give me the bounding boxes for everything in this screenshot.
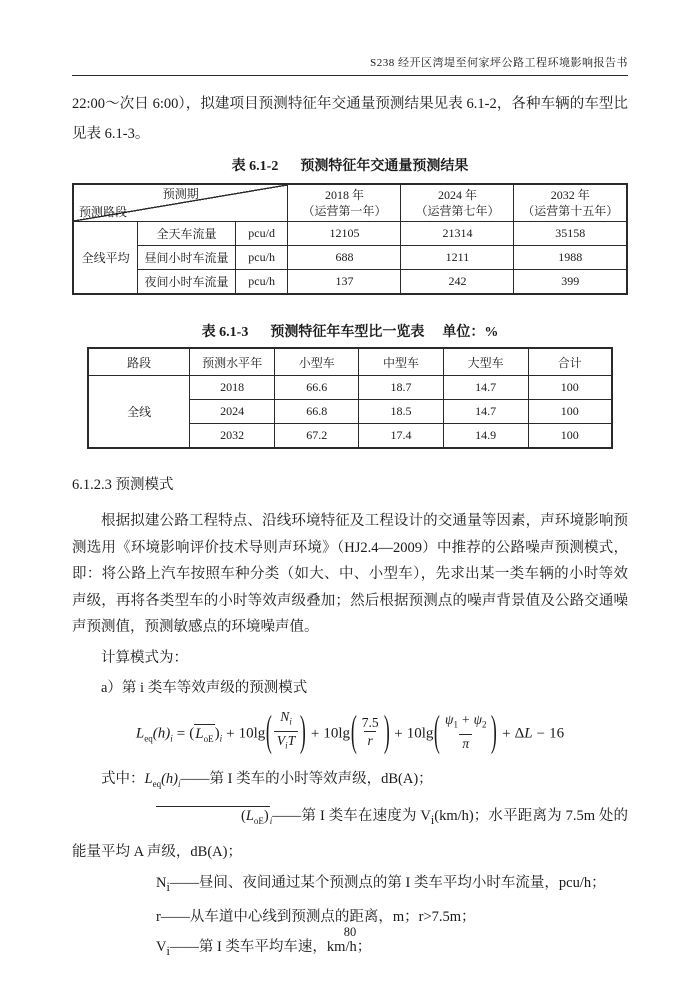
table2-name: 预测特征年车型比一览表: [270, 325, 425, 340]
value-cell: 17.4: [359, 424, 443, 449]
var-N: N: [280, 709, 290, 725]
year-header-2018: [288, 184, 401, 222]
sub-oe: oE: [253, 816, 264, 827]
traffic-forecast-table: [72, 183, 628, 295]
value-cell: 18.5: [359, 400, 443, 424]
value-cell: 137: [288, 270, 401, 295]
sub-i: i: [289, 717, 292, 727]
value-cell: 14.9: [443, 424, 528, 449]
sym-ni: [156, 875, 170, 895]
sub-i: i: [285, 740, 288, 751]
header-title: S238 经开区湾堤至何家坪公路工程环境影响报告书: [370, 57, 628, 69]
value-cell: 67.2: [275, 424, 359, 449]
close-paren: ): [214, 725, 220, 742]
definition-text: (km/h)；水平距离为 7.5m 处的能量平均 A 声级，dB(A)；: [72, 808, 628, 861]
calc-mode-line: 计算模式为：: [101, 649, 188, 666]
value-cell: 100: [528, 376, 612, 400]
diagonal-header-cell: [73, 184, 288, 222]
sub-eq: eq: [152, 778, 162, 789]
indicator-cell: 全天车流量: [138, 222, 236, 246]
col-header: 小型车: [275, 348, 359, 376]
loe-overbar: [156, 806, 270, 826]
value-cell: 14.7: [443, 376, 528, 400]
diagonal-top-label: 预测期: [162, 187, 199, 201]
big-close-paren: ): [383, 706, 390, 755]
table-row: [73, 222, 627, 246]
page-header: [72, 54, 628, 76]
sym-vi: [156, 939, 170, 959]
value-cell: 12105: [288, 222, 401, 246]
var-V: V: [276, 733, 286, 748]
value-cell: 21314: [401, 222, 514, 246]
table1-title: [72, 155, 628, 175]
leq-formula: [72, 706, 628, 761]
open-paren: (: [189, 725, 195, 742]
fraction-psi-pi: [442, 711, 489, 752]
fraction-denominator: π: [459, 734, 472, 752]
var-psi1: ψ: [445, 712, 454, 728]
year-cell: 2024: [190, 400, 275, 424]
year-header-2024: [401, 184, 514, 222]
var-Loe: L: [245, 808, 254, 825]
year-line1: 2032 年: [550, 188, 590, 202]
sub-i: i: [178, 778, 181, 789]
big-open-paren: (: [266, 706, 273, 755]
big-open-paren: (: [434, 706, 441, 755]
plus-sign: +: [502, 725, 511, 742]
unit-cell: pcu/h: [235, 270, 288, 295]
fraction-ni-vit: [274, 708, 298, 754]
plus-sign: +: [394, 725, 403, 742]
section-heading: 6.1.2.3 预测模式: [72, 477, 174, 493]
minus-sign: −: [536, 725, 546, 742]
plus-sign: +: [310, 725, 320, 742]
definition-ni: [72, 868, 628, 902]
constant-16: 16: [549, 725, 565, 742]
value-cell: 14.7: [443, 400, 528, 424]
definition-leq: [72, 763, 628, 800]
fraction-75-r: [359, 714, 382, 749]
value-cell: 66.6: [275, 376, 359, 400]
col-header: 中型车: [359, 348, 443, 376]
col-header: 路段: [88, 348, 190, 376]
fraction-denominator: [274, 731, 298, 755]
year-line2: （运营第七年）: [415, 204, 500, 218]
table-row: [73, 270, 627, 295]
fraction-numerator: [442, 711, 489, 734]
big-close-paren: ): [491, 706, 498, 755]
definition-loe: [72, 801, 628, 868]
sub-i: i: [166, 944, 170, 959]
var-psi2: ψ: [473, 712, 482, 728]
var-T: T: [287, 733, 296, 748]
year-line1: 2024 年: [437, 188, 477, 202]
sub-i: i: [430, 813, 435, 828]
sub-i: i: [269, 816, 273, 827]
value-cell: 66.8: [275, 400, 359, 424]
fraction-denominator: r: [364, 731, 375, 749]
table1-name: 预测特征年交通量预测结果: [300, 159, 469, 174]
definition-text: ——从车道中心线到预测点的距离，m；r>7.5m；: [160, 909, 476, 926]
sub-oe: oE: [203, 733, 214, 744]
indicator-cell: 昼间小时车流量: [138, 246, 236, 270]
item-a-line: a）第 i 类车等效声级的预测模式: [101, 679, 308, 696]
value-cell: 100: [528, 400, 612, 424]
unit-cell: pcu/h: [235, 246, 288, 270]
fraction-numerator: [277, 708, 295, 731]
big-open-paren: (: [350, 706, 357, 755]
plus-sign: +: [226, 725, 235, 742]
year-cell: 2032: [190, 424, 275, 449]
sym-r: r: [156, 909, 161, 926]
year-line2: （运营第一年）: [302, 204, 387, 218]
year-line1: 2018 年: [324, 188, 364, 202]
where-prefix: 式中：: [101, 770, 145, 787]
page-number: 80: [343, 925, 357, 939]
sub-eq: eq: [144, 733, 153, 744]
equals-sign: =: [176, 725, 186, 742]
table-row: [73, 246, 627, 270]
var-L: L: [135, 725, 145, 742]
value-cell: 399: [514, 270, 627, 295]
col-header: 大型车: [443, 348, 528, 376]
definition-text: ——昼间、夜间通过某个预测点的第 I 类车平均小时车流量，pcu/h；: [169, 875, 606, 892]
var-L: L: [524, 725, 533, 742]
definition-text: ——第 I 类车平均车速，km/h；: [169, 939, 372, 956]
var-V: V: [156, 939, 167, 956]
table1-header-row: [73, 184, 627, 222]
ten-lg: 10lg: [238, 725, 266, 742]
value-cell: 1211: [401, 246, 514, 270]
table1-label: 表 6.1-2: [231, 159, 279, 174]
table2-unit-note: 单位：%: [442, 325, 499, 340]
sub-i: i: [170, 733, 173, 744]
row-group-cell: 全线: [88, 376, 190, 449]
value-cell: 242: [401, 270, 514, 295]
var-Loe: L: [195, 725, 204, 742]
sub-1: 1: [453, 719, 458, 730]
value-cell: 18.7: [359, 376, 443, 400]
delta-symbol: Δ: [514, 725, 525, 742]
value-cell: 1988: [514, 246, 627, 270]
sub-2: 2: [481, 719, 487, 730]
value-cell: 688: [288, 246, 401, 270]
fraction-numerator: 7.5: [361, 715, 379, 730]
year-cell: 2018: [190, 376, 275, 400]
year-line2: （运营第十五年）: [522, 204, 619, 218]
table2-label: 表 6.1-3: [201, 325, 249, 340]
ten-lg: 10lg: [406, 725, 434, 742]
col-header: 合计: [528, 348, 612, 376]
diagonal-bottom-label: 预测路段: [79, 205, 128, 219]
col-header: 预测水平年: [190, 348, 275, 376]
table2-header-row: [88, 348, 612, 376]
definition-text: ——第 I 类车的小时等效声级，dB(A)；: [180, 770, 433, 787]
sub-i: i: [166, 880, 170, 895]
value-cell: 100: [528, 424, 612, 449]
definition-text: ——第 I 类车在速度为 V: [272, 808, 431, 825]
indicator-cell: 夜间小时车流量: [138, 270, 236, 295]
sym-loe: [156, 808, 273, 827]
var-L: L: [144, 770, 153, 787]
big-close-paren: ): [300, 706, 307, 755]
row-group-cell: 全线平均: [73, 222, 138, 295]
year-header-2032: [514, 184, 627, 222]
plus-sign: +: [461, 712, 470, 728]
sym-leq: [145, 771, 181, 787]
close-paren: ): [263, 808, 269, 825]
intro-paragraph: 22:00～次日 6:00），拟建项目预测特征年交通量预测结果见表 6.1-2，各种车辆的车型比见表 6.1-3。: [72, 96, 628, 142]
table-row: [88, 376, 612, 400]
var-h: (h): [152, 725, 171, 742]
table2-title: [72, 321, 628, 341]
vehicle-type-ratio-table: [87, 347, 613, 449]
open-paren: (: [241, 808, 246, 825]
formula-expression: [135, 706, 565, 757]
sub-i: i: [219, 733, 223, 744]
prediction-mode-paragraph: 根据拟建公路工程特点、沿线环境特征及工程设计的交通量等因素，声环境影响预测选用《环境影响评价技术导则声环境》（HJ2.4—2009）中推荐的公路噪声预测模式，即：将公路上汽车按照车种分类（如大、中、小型车），先求出某一类车辆的小时等效声级，再将各类型车的小时等效声级叠加；然后根据预测点的噪声背景值及公路交通噪声预测值，预测敏感点的环境噪声值。: [72, 513, 628, 635]
ten-lg: 10lg: [323, 725, 351, 742]
loe-overbar: [194, 724, 214, 744]
value-cell: 35158: [514, 222, 627, 246]
var-h: (h): [161, 770, 178, 787]
var-N: N: [156, 875, 167, 892]
unit-cell: pcu/d: [235, 222, 288, 246]
